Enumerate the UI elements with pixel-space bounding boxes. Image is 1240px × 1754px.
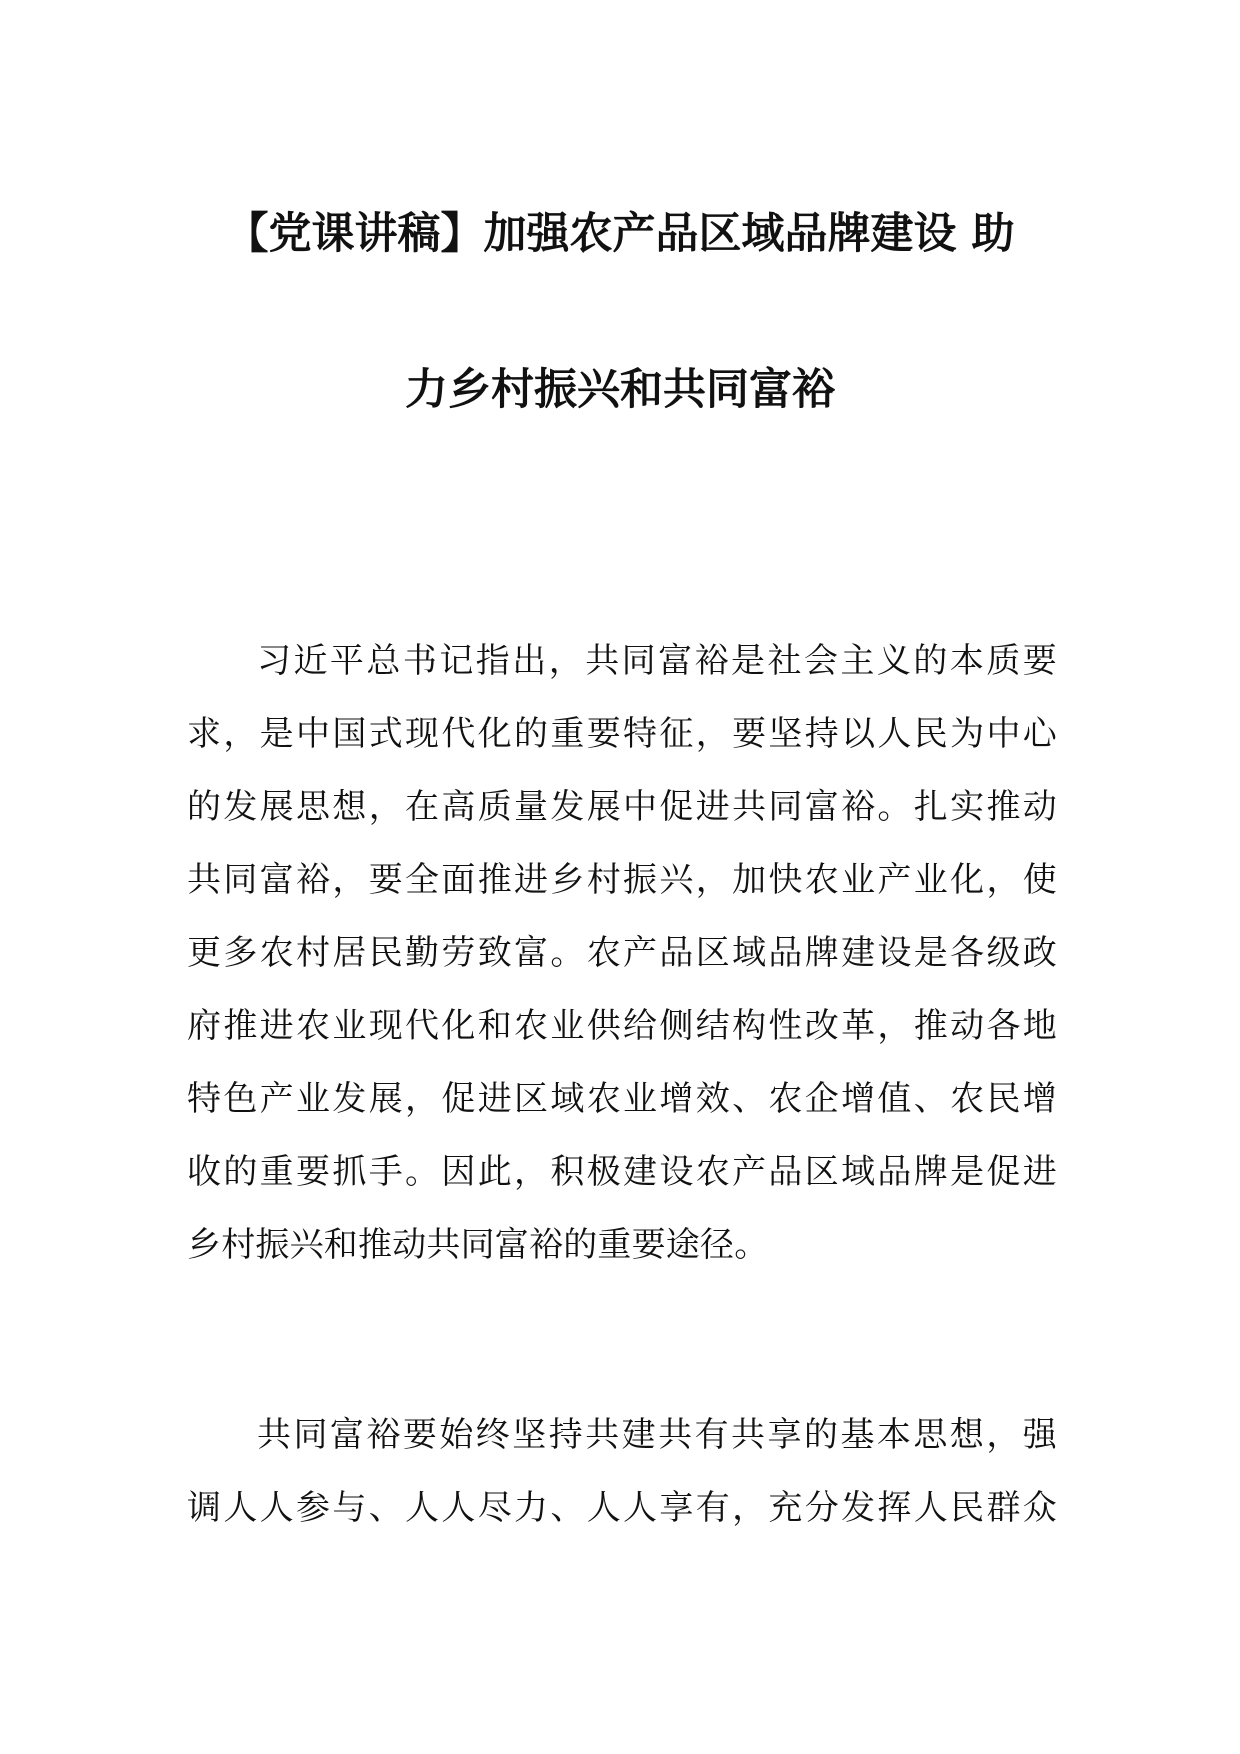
paragraph-1-line-9: 乡村振兴和推动共同富裕的重要途径。 (187, 1225, 769, 1265)
document-title-line-1: 【党课讲稿】加强农产品区域品牌建设 助 (225, 209, 1015, 259)
paragraph-1-line-6: 府推进农业现代化和农业供给侧结构性改革，推动各地 (187, 1006, 1057, 1046)
paragraph-2-line-2: 调人人参与、人人尽力、人人享有，充分发挥人民群众 (187, 1488, 1057, 1528)
paragraph-2-line-1: 共同富裕要始终坚持共建共有共享的基本思想，强 (257, 1415, 1057, 1455)
paragraph-1-line-7: 特色产业发展，促进区域农业增效、农企增值、农民增 (187, 1079, 1057, 1119)
paragraph-1-line-1: 习近平总书记指出，共同富裕是社会主义的本质要 (257, 641, 1057, 681)
document-title-line-2: 力乡村振兴和共同富裕 (405, 365, 835, 415)
paragraph-1-line-5: 更多农村居民勤劳致富。农产品区域品牌建设是各级政 (187, 933, 1057, 973)
paragraph-1-line-3: 的发展思想，在高质量发展中促进共同富裕。扎实推动 (187, 787, 1057, 827)
paragraph-1-line-8: 收的重要抓手。因此，积极建设农产品区域品牌是促进 (187, 1152, 1057, 1192)
paragraph-1-line-4: 共同富裕，要全面推进乡村振兴，加快农业产业化，使 (187, 860, 1057, 900)
paragraph-1-line-2: 求，是中国式现代化的重要特征，要坚持以人民为中心 (187, 714, 1057, 754)
